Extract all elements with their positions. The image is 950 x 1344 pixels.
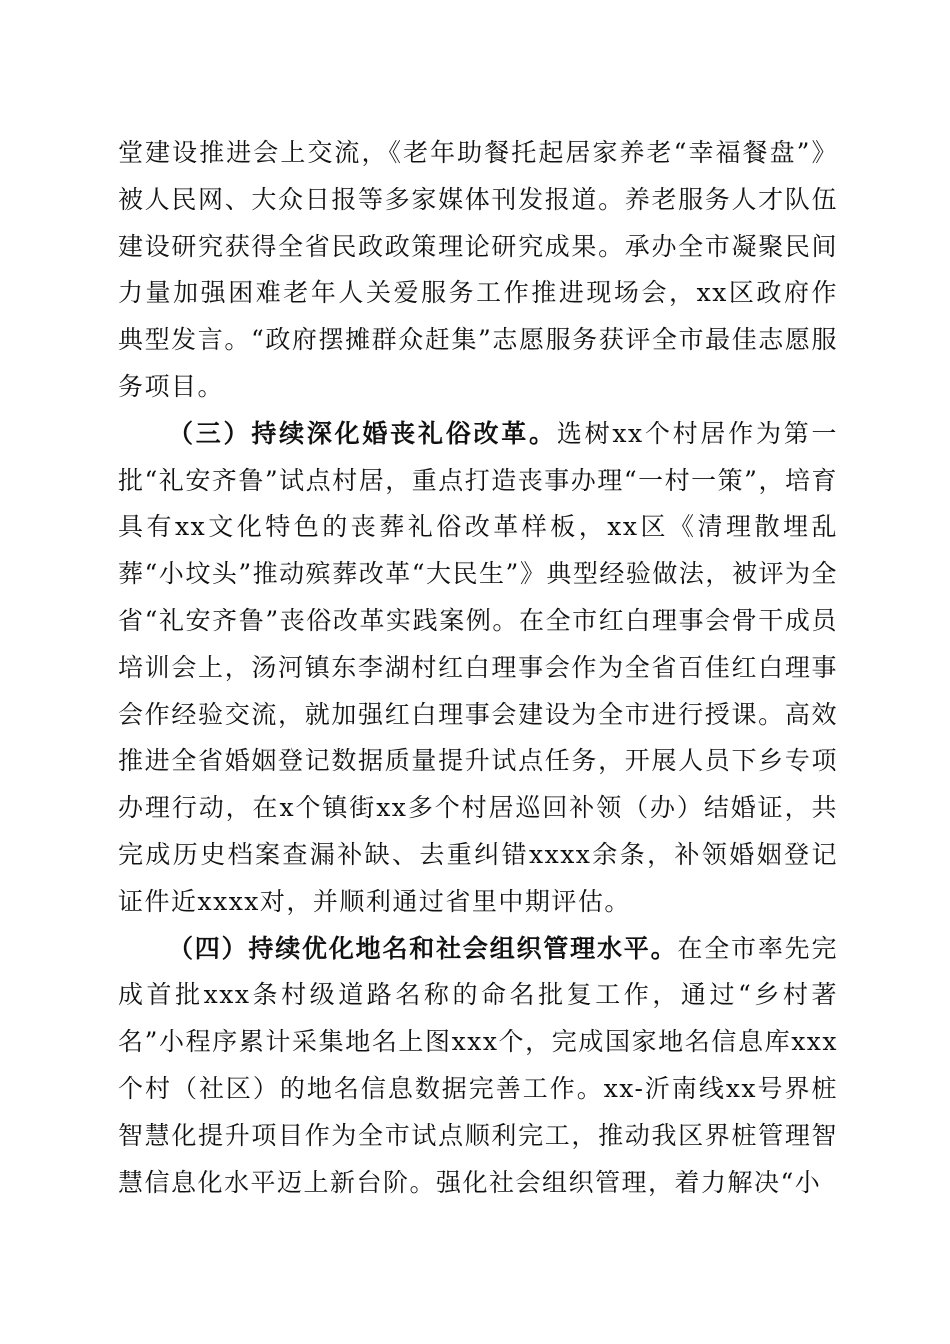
paragraph-text: 选树xx个村居作为第一批“礼安齐鲁”试点村居，重点打造丧事办理“一村一策”，培育具有xx文化特色的丧葬礼俗改革样板，xx区《清理散埋乱葬“小坟头”推动殡葬改革“大民生”》典型经验做法，被评为全省“礼安齐鲁”丧俗改革实践案例。在全市红白理事会骨干成员培训会上，汤河镇东李湖村红白理事会作为全省百佳红白理事会作经验交流，就加强红白理事会建设为全市进行授课。高效推进全省婚姻登记数据质量提升试点任务，开展人员下乡专项办理行动，在x个镇街xx多个村居巡回补领（办）结婚证，共完成历史档案查漏补缺、去重纠错xxxx余条，补领婚姻登记证件近xxxx对，并顺利通过省里中期评估。 xyxy=(118,418,838,916)
paragraph-section-4 xyxy=(118,926,838,1207)
paragraph-text: 堂建设推进会上交流，《老年助餐托起居家养老“幸福餐盘”》被人民网、大众日报等多家媒体刊发报道。养老服务人才队伍建设研究获得全省民政政策理论研究成果。承办全市凝聚民间力量加强困难老年人关爱服务工作推进现场会，xx区政府作典型发言。“政府摆摊群众赶集”志愿服务获评全市最佳志愿服务项目。 xyxy=(118,138,838,401)
paragraph-section-3 xyxy=(118,411,838,926)
section-heading: （三）持续深化婚丧礼俗改革。 xyxy=(168,418,557,448)
section-heading: （四）持续优化地名和社会组织管理水平。 xyxy=(168,933,678,963)
paragraph-text: 在全市率先完成首批xxx条村级道路名称的命名批复工作，通过“乡村著名”小程序累计采集地名上图xxx个，完成国家地名信息库xxx个村（社区）的地名信息数据完善工作。xx-沂南线xx号界桩智慧化提升项目作为全市试点顺利完工，推动我区界桩管理智慧信息化水平迈上新台阶。强化社会组织管理，着力解决“小 xyxy=(118,933,838,1197)
paragraph-continuation xyxy=(118,130,838,411)
document-body xyxy=(118,130,838,1206)
